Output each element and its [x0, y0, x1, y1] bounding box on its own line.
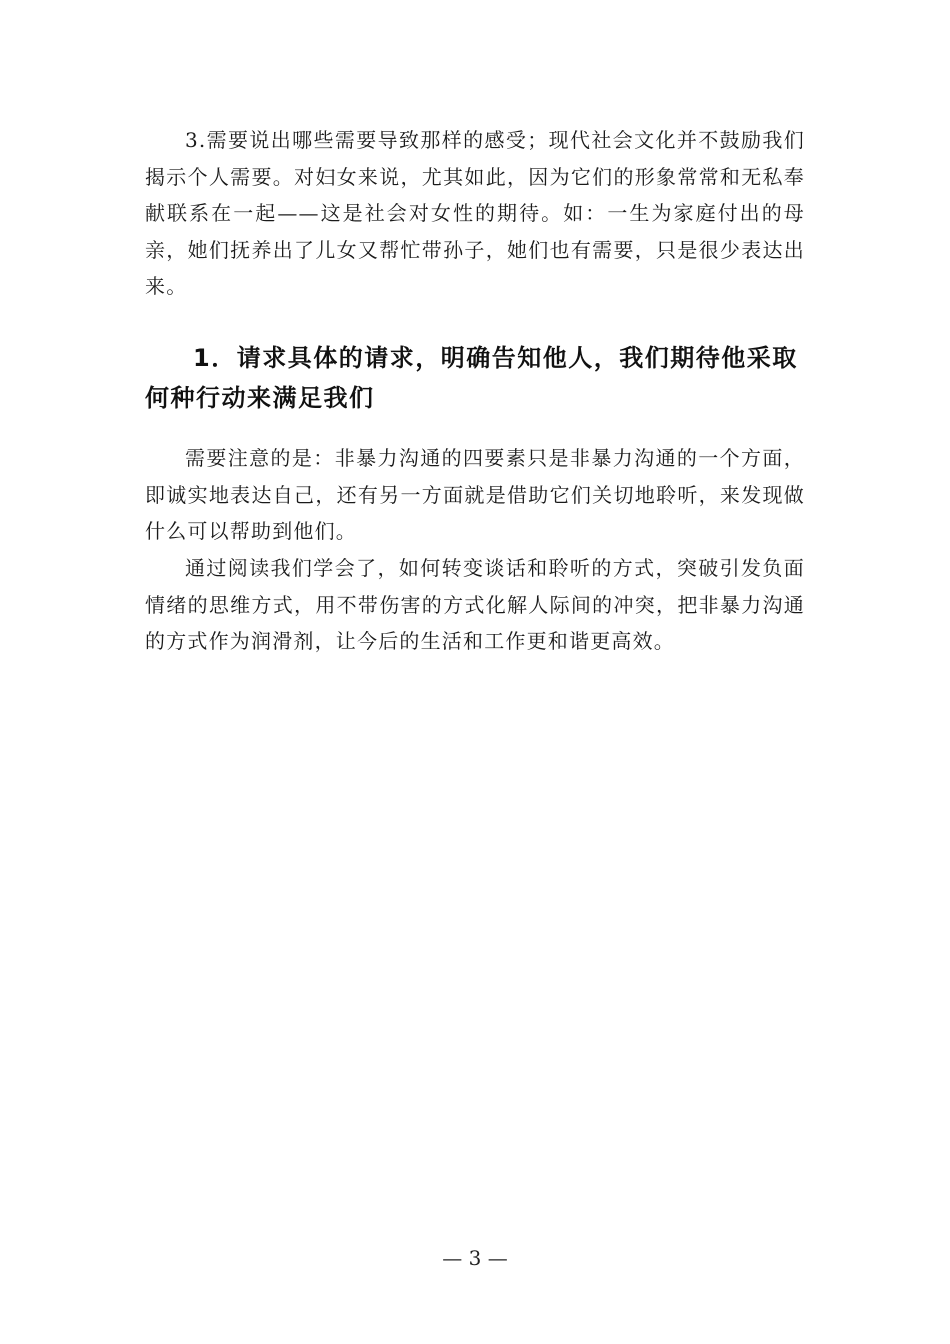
paragraph-note: 需要注意的是：非暴力沟通的四要素只是非暴力沟通的一个方面，即诚实地表达自己，还有另一方面就是借助它们关切地聆听，来发现做什么可以帮助到他们。 — [145, 446, 805, 543]
section-heading-request: 1．请求具体的请求，明确告知他人，我们期待他采取何种行动来满足我们 — [145, 344, 798, 412]
page-number: — 3 — — [442, 1246, 508, 1270]
paragraph-need: 3.需要说出哪些需要导致那样的感受；现代社会文化并不鼓励我们揭示个人需要。对妇女来说，尤其如此，因为它们的形象常常和无私奉献联系在一起——这是社会对女性的期待。如：一生为家庭付出的母亲，她们抚养出了儿女又帮忙带孙子，她们也有需要，只是很少表达出来。 — [145, 128, 805, 298]
paragraph-summary: 通过阅读我们学会了，如何转变谈话和聆听的方式，突破引发负面情绪的思维方式，用不带伤害的方式化解人际间的冲突，把非暴力沟通的方式作为润滑剂，让今后的生活和工作更和谐更高效。 — [145, 556, 805, 653]
